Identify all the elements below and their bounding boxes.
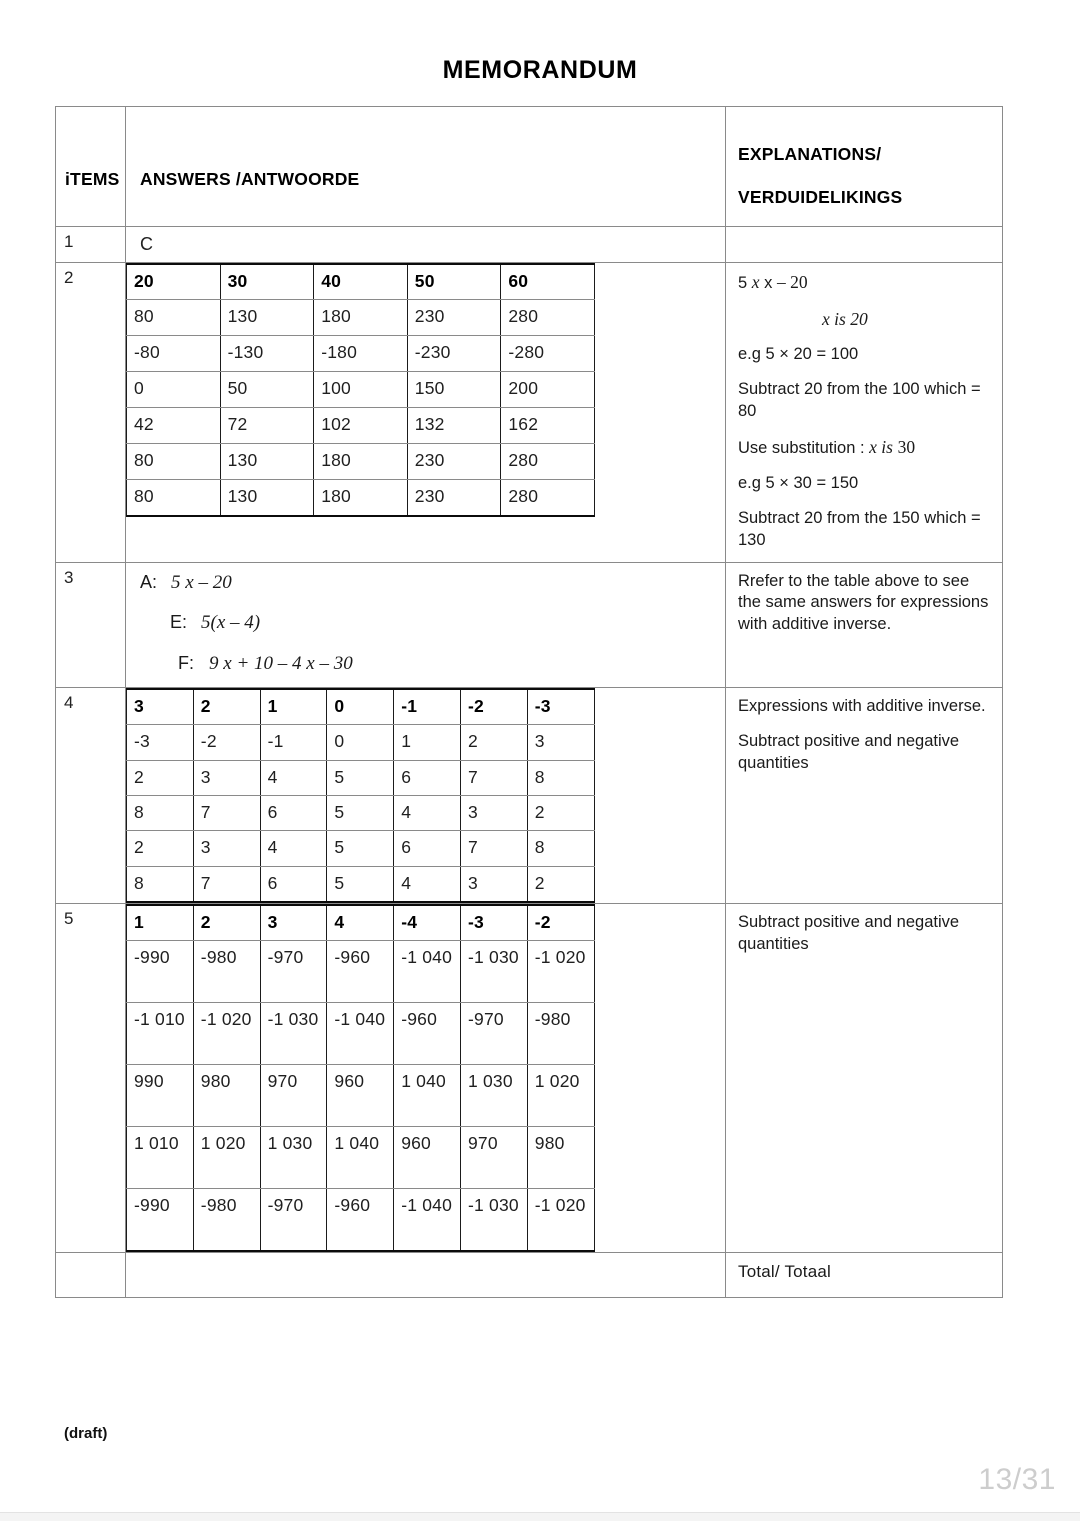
item5-cell: 1 030 (460, 1065, 527, 1127)
item4-data-row (127, 796, 595, 831)
item2-cell: 280 (501, 480, 595, 516)
item5-cell: 960 (394, 1127, 461, 1189)
item2-data-row (127, 372, 595, 408)
item4-data-row (127, 725, 595, 760)
explanation-line: Expressions with additive inverse. (738, 697, 986, 716)
expression-value: 9 x + 10 – 4 x – 30 (209, 653, 353, 675)
item5-header-cell: -2 (527, 905, 594, 941)
item4-header-cell: -3 (527, 689, 594, 725)
item4-data-row (127, 831, 595, 866)
answer-cell-1 (126, 226, 726, 262)
item4-cell: 5 (327, 831, 394, 866)
item5-cell: -1 040 (327, 1003, 394, 1065)
answer-cell-4 (126, 688, 726, 904)
item2-cell: 130 (220, 300, 314, 336)
item5-data-row (127, 941, 595, 1003)
item2-cell: 162 (501, 408, 595, 444)
item5-cell: -960 (394, 1003, 461, 1065)
item5-cell: -990 (127, 941, 194, 1003)
item-number-5: 5 (64, 909, 74, 929)
total-items-cell (56, 1252, 126, 1297)
item4-cell: -2 (193, 725, 260, 760)
expression-list (126, 563, 725, 688)
expression-label: F: (178, 653, 194, 674)
explanation-text-2 (726, 263, 1002, 562)
explanation-text-4 (726, 688, 1002, 785)
item4-cell: -1 (260, 725, 327, 760)
item5-cell: -1 020 (527, 941, 594, 1003)
item2-data-row (127, 408, 595, 444)
item4-table-body (127, 689, 595, 902)
explanation-line: e.g 5 × 20 = 100 (738, 344, 859, 363)
item5-cell: 980 (527, 1127, 594, 1189)
item5-cell: -980 (193, 1189, 260, 1251)
item4-data-row (127, 760, 595, 795)
item5-data-row (127, 1065, 595, 1127)
item2-cell: -80 (127, 336, 221, 372)
page-title: MEMORANDUM (442, 56, 638, 84)
explanation-cell-5 (726, 904, 1003, 1253)
item5-cell: -970 (260, 941, 327, 1003)
header-label-explanations-line1: EXPLANATIONS/ (738, 144, 882, 164)
item5-cell: 980 (193, 1065, 260, 1127)
explanation-text-3 (726, 563, 1002, 647)
item4-cell: 7 (460, 831, 527, 866)
item4-cell: 2 (527, 796, 594, 831)
item4-cell: 7 (460, 760, 527, 795)
item2-header-row (127, 264, 595, 300)
item4-cell: 8 (527, 831, 594, 866)
item2-cell: 130 (220, 444, 314, 480)
item2-cell: -180 (314, 336, 408, 372)
item2-cell: 80 (127, 300, 221, 336)
item5-cell: 1 010 (127, 1127, 194, 1189)
item2-cell: 80 (127, 480, 221, 516)
item5-data-row (127, 1003, 595, 1065)
item4-cell: 1 (394, 725, 461, 760)
item5-cell: 1 020 (193, 1127, 260, 1189)
explanation-text-5 (726, 904, 1002, 966)
item4-cell: 3 (460, 866, 527, 902)
item5-cell: -960 (327, 1189, 394, 1251)
item-number-2: 2 (64, 267, 74, 287)
item4-cell: 2 (127, 760, 194, 795)
item4-cell: 5 (327, 760, 394, 795)
item2-cell: 230 (407, 300, 501, 336)
item5-cell: 1 040 (327, 1127, 394, 1189)
item-number-4: 4 (64, 693, 74, 713)
item2-cell: 230 (407, 480, 501, 516)
item2-cell: 130 (220, 480, 314, 516)
item4-cell: 8 (527, 760, 594, 795)
table-row (56, 226, 1003, 262)
header-label-explanations-line2: VERDUIDELIKINGS (738, 186, 903, 207)
answer-cell-2 (126, 262, 726, 562)
item-number-cell-4 (56, 688, 126, 904)
item5-cell: -970 (260, 1189, 327, 1251)
table-header-row (56, 107, 1003, 227)
item5-cell: -980 (527, 1003, 594, 1065)
item2-cell: 180 (314, 444, 408, 480)
table-row (56, 688, 1003, 904)
header-cell-items (56, 107, 126, 227)
header-cell-answers (126, 107, 726, 227)
page-indicator: 13/31 (978, 1463, 1056, 1496)
total-row (56, 1252, 1003, 1297)
item2-substitution-table (126, 263, 595, 517)
item2-cell: 132 (407, 408, 501, 444)
answer-text-1: C (140, 233, 154, 254)
item5-cell: 960 (327, 1065, 394, 1127)
item2-cell: 180 (314, 480, 408, 516)
answer-cell-3 (126, 562, 726, 688)
item2-cell: 102 (314, 408, 408, 444)
memorandum-table (55, 106, 1003, 1298)
item2-cell: 100 (314, 372, 408, 408)
item2-header-cell: 40 (314, 264, 408, 300)
header-label-explanations (726, 107, 1002, 226)
item2-cell: -130 (220, 336, 314, 372)
item-number-cell-2 (56, 262, 126, 562)
total-answers-cell (126, 1252, 726, 1297)
total-label: Total/ Totaal (738, 1261, 832, 1281)
item4-data-row (127, 866, 595, 902)
table-row (56, 904, 1003, 1253)
item5-cell: -1 030 (260, 1003, 327, 1065)
table-row (56, 262, 1003, 562)
item5-cell: -1 030 (460, 1189, 527, 1251)
header-label-items: iTEMS (65, 169, 120, 189)
item4-cell: 8 (127, 796, 194, 831)
explanation-line: Subtract 20 from the 150 which = 130 (738, 508, 981, 549)
item5-header-cell: 4 (327, 905, 394, 941)
table-row (56, 562, 1003, 688)
item-number-3: 3 (64, 567, 74, 587)
item2-cell: 280 (501, 444, 595, 480)
expression-row (140, 572, 725, 594)
item4-cell: 3 (193, 831, 260, 866)
item2-cell: 180 (314, 300, 408, 336)
item4-cell: 8 (127, 866, 194, 902)
expression-row (140, 653, 725, 675)
item5-cell: 970 (460, 1127, 527, 1189)
header-cell-explanations (726, 107, 1003, 227)
explanation-line: 5 x x – 20 (738, 271, 808, 292)
item2-data-row (127, 300, 595, 336)
item5-cell: -990 (127, 1189, 194, 1251)
item5-cell: -1 040 (394, 941, 461, 1003)
item4-cell: 6 (260, 866, 327, 902)
item2-header-cell: 60 (501, 264, 595, 300)
item5-header-cell: -3 (460, 905, 527, 941)
item2-cell: -230 (407, 336, 501, 372)
item2-cell: -280 (501, 336, 595, 372)
item4-cell: 3 (460, 796, 527, 831)
item5-header-row (127, 905, 595, 941)
item2-cell: 50 (220, 372, 314, 408)
item2-header-cell: 20 (127, 264, 221, 300)
item-number-cell-3 (56, 562, 126, 688)
item5-cell: -1 040 (394, 1189, 461, 1251)
item4-cell: 4 (260, 831, 327, 866)
explanation-line: e.g 5 × 30 = 150 (738, 473, 859, 492)
item2-cell: 230 (407, 444, 501, 480)
item4-header-cell: 0 (327, 689, 394, 725)
item5-header-cell: 3 (260, 905, 327, 941)
explanation-line: Subtract 20 from the 100 which = 80 (738, 379, 981, 420)
item4-cell: 4 (394, 866, 461, 902)
item5-cell: 970 (260, 1065, 327, 1127)
item4-cell: 3 (527, 725, 594, 760)
expression-value: 5 x – 20 (171, 571, 232, 593)
item2-cell: 200 (501, 372, 595, 408)
expression-label: A: (140, 571, 158, 592)
item4-cell: -3 (127, 725, 194, 760)
item4-cell: 5 (327, 796, 394, 831)
item5-cell: -960 (327, 941, 394, 1003)
explanation-cell-4 (726, 688, 1003, 904)
item2-table-body (127, 264, 595, 516)
item5-cell: -980 (193, 941, 260, 1003)
item5-cell: -1 020 (527, 1189, 594, 1251)
item5-cell: -1 030 (460, 941, 527, 1003)
item5-header-cell: -4 (394, 905, 461, 941)
item-number-1: 1 (64, 231, 74, 251)
item5-cell: 990 (127, 1065, 194, 1127)
item4-cell: 0 (327, 725, 394, 760)
explanation-cell-3 (726, 562, 1003, 688)
item2-cell: 150 (407, 372, 501, 408)
item4-header-row (127, 689, 595, 725)
item4-cell: 6 (260, 796, 327, 831)
header-label-answers: ANSWERS /ANTWOORDE (140, 169, 360, 189)
item4-cell: 3 (193, 760, 260, 795)
item4-header-cell: 1 (260, 689, 327, 725)
explanation-line: x is 20 (822, 308, 868, 329)
item-number-cell-5 (56, 904, 126, 1253)
item4-cell: 2 (127, 831, 194, 866)
item2-header-cell: 30 (220, 264, 314, 300)
item2-cell: 0 (127, 372, 221, 408)
item4-cell: 4 (394, 796, 461, 831)
explanation-line: Subtract positive and negative quantities (738, 913, 960, 954)
item5-subtract-quantities-table (126, 904, 595, 1252)
item5-cell: 1 040 (394, 1065, 461, 1127)
item4-additive-inverse-table (126, 688, 595, 903)
item4-header-cell: -1 (394, 689, 461, 725)
item5-table-body (127, 905, 595, 1251)
item5-header-cell: 1 (127, 905, 194, 941)
expression-value: 5(x – 4) (201, 612, 261, 634)
item4-cell: 7 (193, 866, 260, 902)
draft-note: (draft) (64, 1425, 108, 1442)
explanation-line: Rrefer to the table above to see the same answers for expressions with additive inverse. (738, 571, 989, 634)
item-number-cell-1 (56, 226, 126, 262)
item4-header-cell: 3 (127, 689, 194, 725)
item2-cell: 80 (127, 444, 221, 480)
explanation-line: Subtract positive and negative quantities (738, 731, 960, 772)
item5-cell: -1 020 (193, 1003, 260, 1065)
item5-cell: 1 020 (527, 1065, 594, 1127)
item5-data-row (127, 1189, 595, 1251)
item5-cell: 1 030 (260, 1127, 327, 1189)
item2-data-row (127, 480, 595, 516)
item4-cell: 7 (193, 796, 260, 831)
item2-data-row (127, 444, 595, 480)
item4-cell: 4 (260, 760, 327, 795)
total-label-cell (726, 1252, 1003, 1297)
viewer-bottom-bar (0, 1512, 1080, 1521)
item2-data-row (127, 336, 595, 372)
item2-cell: 42 (127, 408, 221, 444)
answer-cell-5 (126, 904, 726, 1253)
item4-header-cell: 2 (193, 689, 260, 725)
item4-header-cell: -2 (460, 689, 527, 725)
expression-row (140, 612, 725, 634)
item2-cell: 280 (501, 300, 595, 336)
item5-cell: -1 010 (127, 1003, 194, 1065)
item5-header-cell: 2 (193, 905, 260, 941)
item5-cell: -970 (460, 1003, 527, 1065)
item4-cell: 6 (394, 760, 461, 795)
expression-label: E: (170, 612, 188, 633)
item4-cell: 6 (394, 831, 461, 866)
explanation-cell-2 (726, 262, 1003, 562)
item4-cell: 5 (327, 866, 394, 902)
explanation-cell-1 (726, 226, 1003, 262)
item2-cell: 72 (220, 408, 314, 444)
item5-data-row (127, 1127, 595, 1189)
explanation-line: Use substitution : x is 30 (738, 436, 916, 457)
item4-cell: 2 (460, 725, 527, 760)
item4-cell: 2 (527, 866, 594, 902)
item2-header-cell: 50 (407, 264, 501, 300)
